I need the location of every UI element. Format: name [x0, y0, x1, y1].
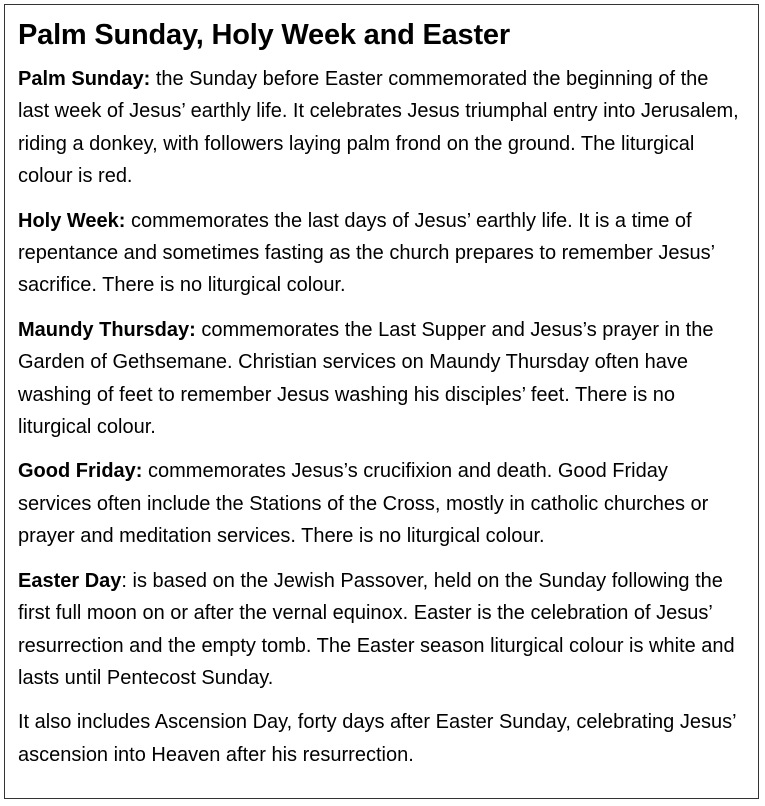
section-term: Easter Day [18, 569, 122, 592]
section-text: the Sunday before Easter commemorated the beginning of the last week of Jesus’ earthly life. It celebrates Jesus triumphal entry into Jerusalem, riding a donkey, with followers laying palm frond on the ground. The liturgical colour is red. [18, 68, 739, 188]
section-text: : is based on the Jewish Passover, held on the Sunday following the first full moon on or after the vernal equinox. Easter is the celebration of Jesus’ resurrection and the empty tomb. The Easter season liturgical colour is white and lasts until Pentecost Sunday. [18, 569, 735, 689]
section-text: commemorates Jesus’s crucifixion and death. Good Friday services often include the Stations of the Cross, mostly in catholic churches or prayer and meditation services. There is no liturgical colour. [18, 460, 709, 548]
section-palm-sunday [18, 63, 745, 193]
document-box [4, 4, 759, 799]
section-text: commemorates the last days of Jesus’ earthly life. It is a time of repentance and sometimes fasting as the church prepares to remember Jesus’ sacrifice. There is no liturgical colour. [18, 209, 715, 297]
closing-paragraph: It also includes Ascension Day, forty days after Easter Sunday, celebrating Jesus’ ascension into Heaven after his resurrection. [18, 711, 736, 766]
section-text: commemorates the Last Supper and Jesus’s prayer in the Garden of Gethsemane. Christian services on Maundy Thursday often have washing of feet to remember Jesus washing his disciples’ feet. There is no liturgical colour. [18, 318, 714, 439]
section-term: Good Friday: [18, 460, 143, 483]
section-holy-week [18, 205, 745, 302]
section-good-friday [18, 455, 745, 552]
section-maundy-thursday [18, 314, 745, 444]
section-term: Maundy Thursday: [18, 318, 196, 341]
section-term: Palm Sunday: [18, 68, 151, 90]
section-easter-day [18, 565, 745, 695]
document-title: Palm Sunday, Holy Week and Easter [18, 19, 510, 51]
section-term: Holy Week: [18, 209, 126, 232]
